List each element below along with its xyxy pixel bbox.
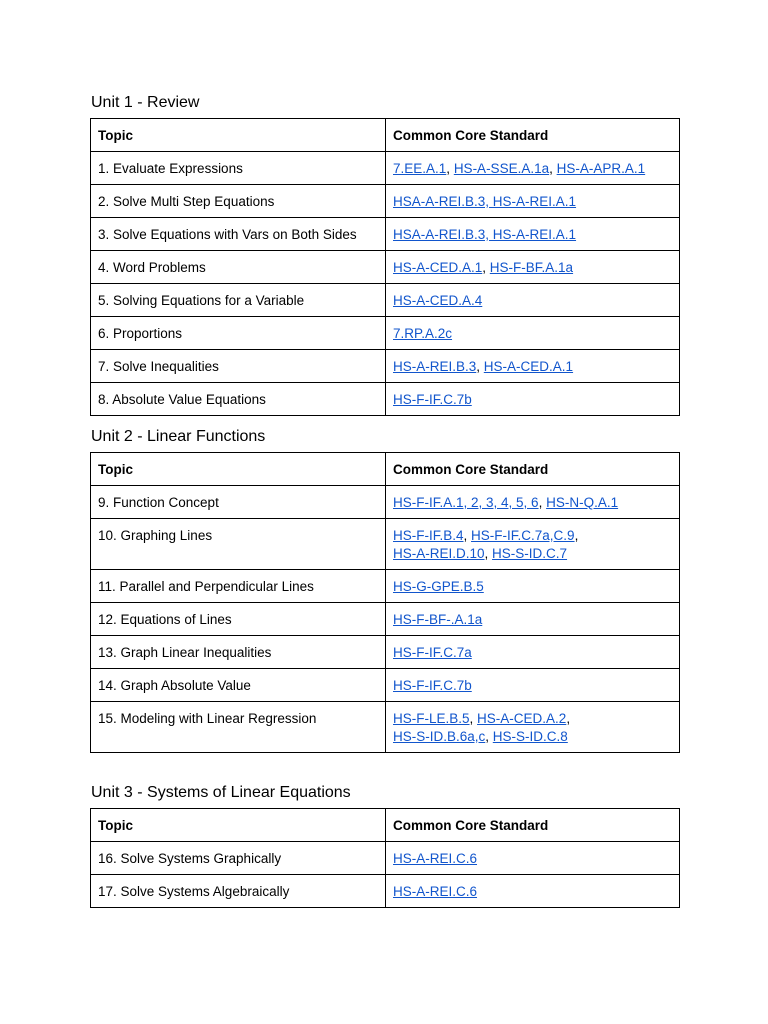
- table-row: [91, 251, 680, 284]
- standard-link[interactable]: HS-A-CED.A.1: [483, 359, 574, 374]
- unit-3-title: Unit 3 - Systems of Linear Equations: [91, 784, 351, 801]
- standard-header: Common Core Standard: [386, 809, 680, 842]
- standard-link[interactable]: HS-S-ID.C.8: [492, 729, 568, 744]
- table-header-row: [91, 119, 680, 152]
- topic-cell: 17. Solve Systems Algebraically: [91, 875, 386, 908]
- topic-cell: 12. Equations of Lines: [91, 603, 386, 636]
- table-header-row: [91, 453, 680, 486]
- standards-cell: [386, 636, 680, 669]
- standard-link[interactable]: HS-A-CED.A.1: [393, 260, 483, 275]
- table-row: [91, 702, 680, 753]
- standard-link[interactable]: HS-F-BF.A.1a: [489, 260, 574, 275]
- table-row: [91, 284, 680, 317]
- standards-cell: [386, 875, 680, 908]
- standard-link[interactable]: HS-F-IF.C.7b: [393, 678, 472, 693]
- unit-3-table: [90, 808, 680, 908]
- separator: ,: [549, 161, 557, 176]
- table-row: [91, 636, 680, 669]
- standard-link[interactable]: HS-A-APR.A.1: [556, 161, 646, 176]
- standard-link[interactable]: HSA-A-REI.B.3, HS-A-REI.A.1: [393, 194, 577, 209]
- topic-header: Topic: [91, 809, 386, 842]
- table-row: [91, 383, 680, 416]
- standards-cell: [386, 350, 680, 383]
- separator: ,: [446, 161, 454, 176]
- standards-cell: [386, 570, 680, 603]
- standards-cell: [386, 251, 680, 284]
- standard-link[interactable]: HS-F-IF.C.7a: [393, 645, 472, 660]
- standard-link[interactable]: HS-G-GPE.B.5: [393, 579, 484, 594]
- standard-link[interactable]: HS-S-ID.C.7: [492, 546, 568, 561]
- table-row: [91, 218, 680, 251]
- table-row: [91, 603, 680, 636]
- topic-cell: 1. Evaluate Expressions: [91, 152, 386, 185]
- separator: ,: [485, 729, 493, 744]
- topic-cell: 9. Function Concept: [91, 486, 386, 519]
- standards-cell: [386, 218, 680, 251]
- separator: ,: [566, 711, 571, 726]
- standard-link[interactable]: HS-A-REI.C.6: [393, 884, 478, 899]
- topic-cell: 7. Solve Inequalities: [91, 350, 386, 383]
- separator: ,: [482, 260, 490, 275]
- standard-link[interactable]: HS-A-SSE.A.1a: [453, 161, 550, 176]
- standards-cell: [386, 383, 680, 416]
- separator: ,: [538, 495, 547, 510]
- table-row: [91, 317, 680, 350]
- table-row: [91, 486, 680, 519]
- table-row: [91, 669, 680, 702]
- standard-link[interactable]: HS-S-ID.B.6a,c: [393, 729, 486, 744]
- standard-link[interactable]: 7.EE.A.1: [393, 161, 447, 176]
- separator: ,: [463, 528, 472, 543]
- separator: ,: [484, 546, 493, 561]
- topic-cell: 10. Graphing Lines: [91, 519, 386, 570]
- topic-header: Topic: [91, 119, 386, 152]
- standards-cell: [386, 519, 680, 570]
- unit-2-title: Unit 2 - Linear Functions: [91, 428, 266, 445]
- standard-link[interactable]: HS-F-IF.A.1, 2, 3, 4, 5, 6: [393, 495, 539, 510]
- topic-cell: 2. Solve Multi Step Equations: [91, 185, 386, 218]
- separator: ,: [469, 711, 478, 726]
- topic-header: Topic: [91, 453, 386, 486]
- standard-link[interactable]: 7.RP.A.2c: [393, 326, 453, 341]
- table-row: [91, 570, 680, 603]
- table-row: [91, 875, 680, 908]
- standard-link[interactable]: HS-A-CED.A.4: [393, 293, 483, 308]
- table-row: [91, 519, 680, 570]
- table-row: [91, 152, 680, 185]
- standards-cell: [386, 669, 680, 702]
- standards-cell: [386, 185, 680, 218]
- standards-cell: [386, 486, 680, 519]
- standard-link[interactable]: HS-A-REI.C.6: [393, 851, 478, 866]
- standard-header: Common Core Standard: [386, 119, 680, 152]
- standards-cell: [386, 284, 680, 317]
- topic-cell: 13. Graph Linear Inequalities: [91, 636, 386, 669]
- topic-cell: 3. Solve Equations with Vars on Both Sides: [91, 218, 386, 251]
- table-row: [91, 185, 680, 218]
- topic-cell: 6. Proportions: [91, 317, 386, 350]
- topic-cell: 8. Absolute Value Equations: [91, 383, 386, 416]
- table-header-row: [91, 809, 680, 842]
- table-row: [91, 350, 680, 383]
- standards-cell: [386, 702, 680, 753]
- topic-cell: 15. Modeling with Linear Regression: [91, 702, 386, 753]
- topic-cell: 14. Graph Absolute Value: [91, 669, 386, 702]
- standard-link[interactable]: HS-F-IF.C.7b: [393, 392, 472, 407]
- standard-link[interactable]: HS-F-BF-.A.1a: [393, 612, 483, 627]
- standard-link[interactable]: HS-A-CED.A.2: [477, 711, 567, 726]
- separator: ,: [476, 359, 484, 374]
- topic-cell: 4. Word Problems: [91, 251, 386, 284]
- standard-link[interactable]: HS-F-IF.C.7a,C.9: [471, 528, 575, 543]
- standard-link[interactable]: HSA-A-REI.B.3, HS-A-REI.A.1: [393, 227, 577, 242]
- table-row: [91, 842, 680, 875]
- unit-1-table: [90, 118, 680, 416]
- standard-link[interactable]: HS-A-REI.D.10: [393, 546, 485, 561]
- unit-1-title: Unit 1 - Review: [91, 94, 200, 111]
- topic-cell: 11. Parallel and Perpendicular Lines: [91, 570, 386, 603]
- standard-link[interactable]: HS-F-IF.B.4: [393, 528, 464, 543]
- topic-cell: 5. Solving Equations for a Variable: [91, 284, 386, 317]
- standards-cell: [386, 152, 680, 185]
- standard-header: Common Core Standard: [386, 453, 680, 486]
- standards-cell: [386, 842, 680, 875]
- standard-link[interactable]: HS-A-REI.B.3: [393, 359, 477, 374]
- topic-cell: 16. Solve Systems Graphically: [91, 842, 386, 875]
- standard-link[interactable]: HS-N-Q.A.1: [546, 495, 619, 510]
- standard-link[interactable]: HS-F-LE.B.5: [393, 711, 470, 726]
- standards-cell: [386, 603, 680, 636]
- unit-2-table: [90, 452, 680, 753]
- separator: ,: [574, 528, 579, 543]
- standards-cell: [386, 317, 680, 350]
